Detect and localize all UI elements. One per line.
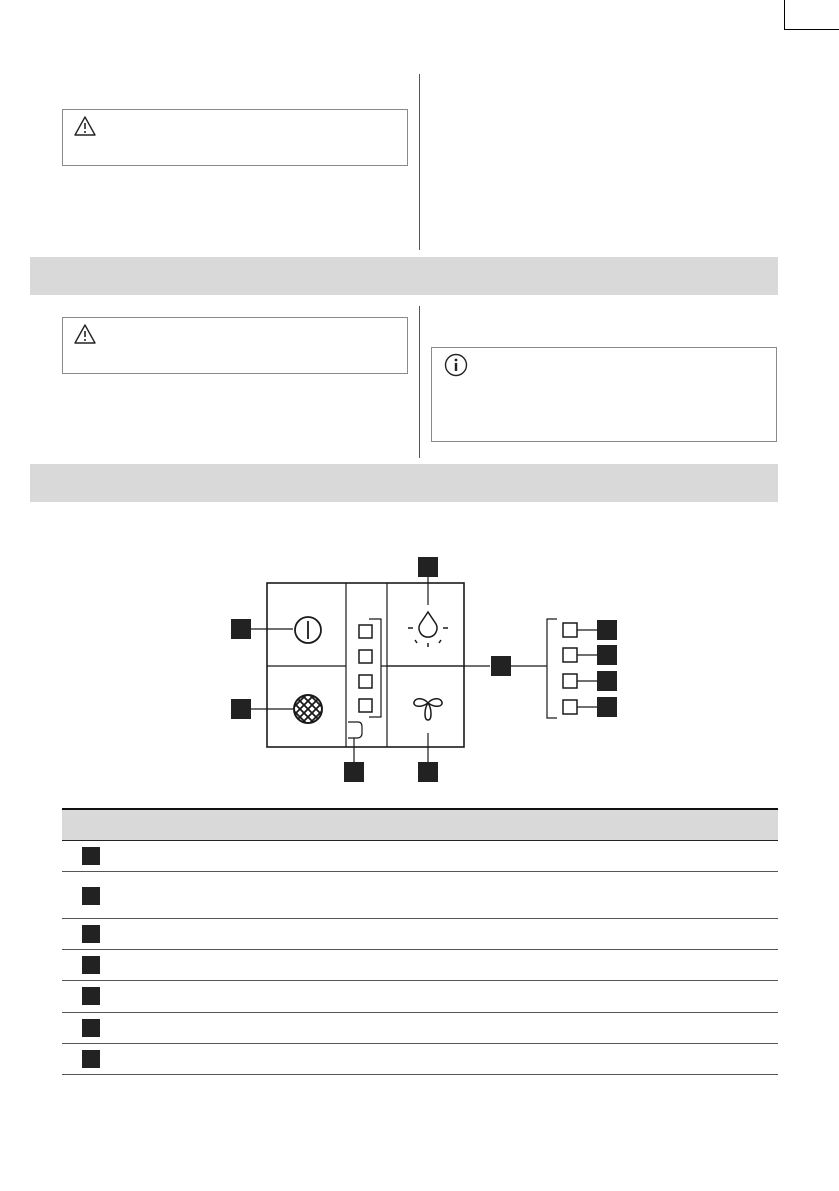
control-panel-outline: [267, 583, 464, 747]
table-row: [62, 1013, 778, 1044]
control-table: [62, 808, 778, 1075]
row-callout-square: [82, 1050, 100, 1068]
callout-right-4: [597, 697, 617, 717]
callout-bottom-fan: [418, 762, 438, 782]
control-table-header: [62, 810, 778, 841]
table-row: [62, 950, 778, 981]
table-row: [62, 841, 778, 872]
callout-bottom-led: [344, 762, 364, 782]
table-row: [62, 981, 778, 1013]
table-row: [62, 1044, 778, 1075]
expanded-indicator-1: [563, 623, 577, 637]
row-callout-square: [82, 987, 100, 1005]
row-callout-square: [82, 887, 100, 905]
row-callout-square: [82, 925, 100, 943]
table-row: [62, 872, 778, 919]
expanded-indicator-4: [563, 700, 577, 714]
callout-right-3: [597, 671, 617, 691]
expanded-indicator-3: [563, 674, 577, 688]
expanded-bracket: [547, 619, 557, 718]
row-callout-square: [82, 847, 100, 865]
expanded-indicator-2: [563, 648, 577, 662]
row-callout-square: [82, 1019, 100, 1037]
callout-left-filter: [231, 699, 251, 719]
table-row: [62, 919, 778, 950]
callout-right-2: [597, 645, 617, 665]
callout-left-power: [231, 619, 251, 639]
indicator-led: [348, 722, 362, 738]
row-callout-square: [82, 956, 100, 974]
callout-center-indicators: [491, 656, 511, 676]
callout-top-light: [418, 557, 438, 577]
callout-right-1: [597, 620, 617, 640]
